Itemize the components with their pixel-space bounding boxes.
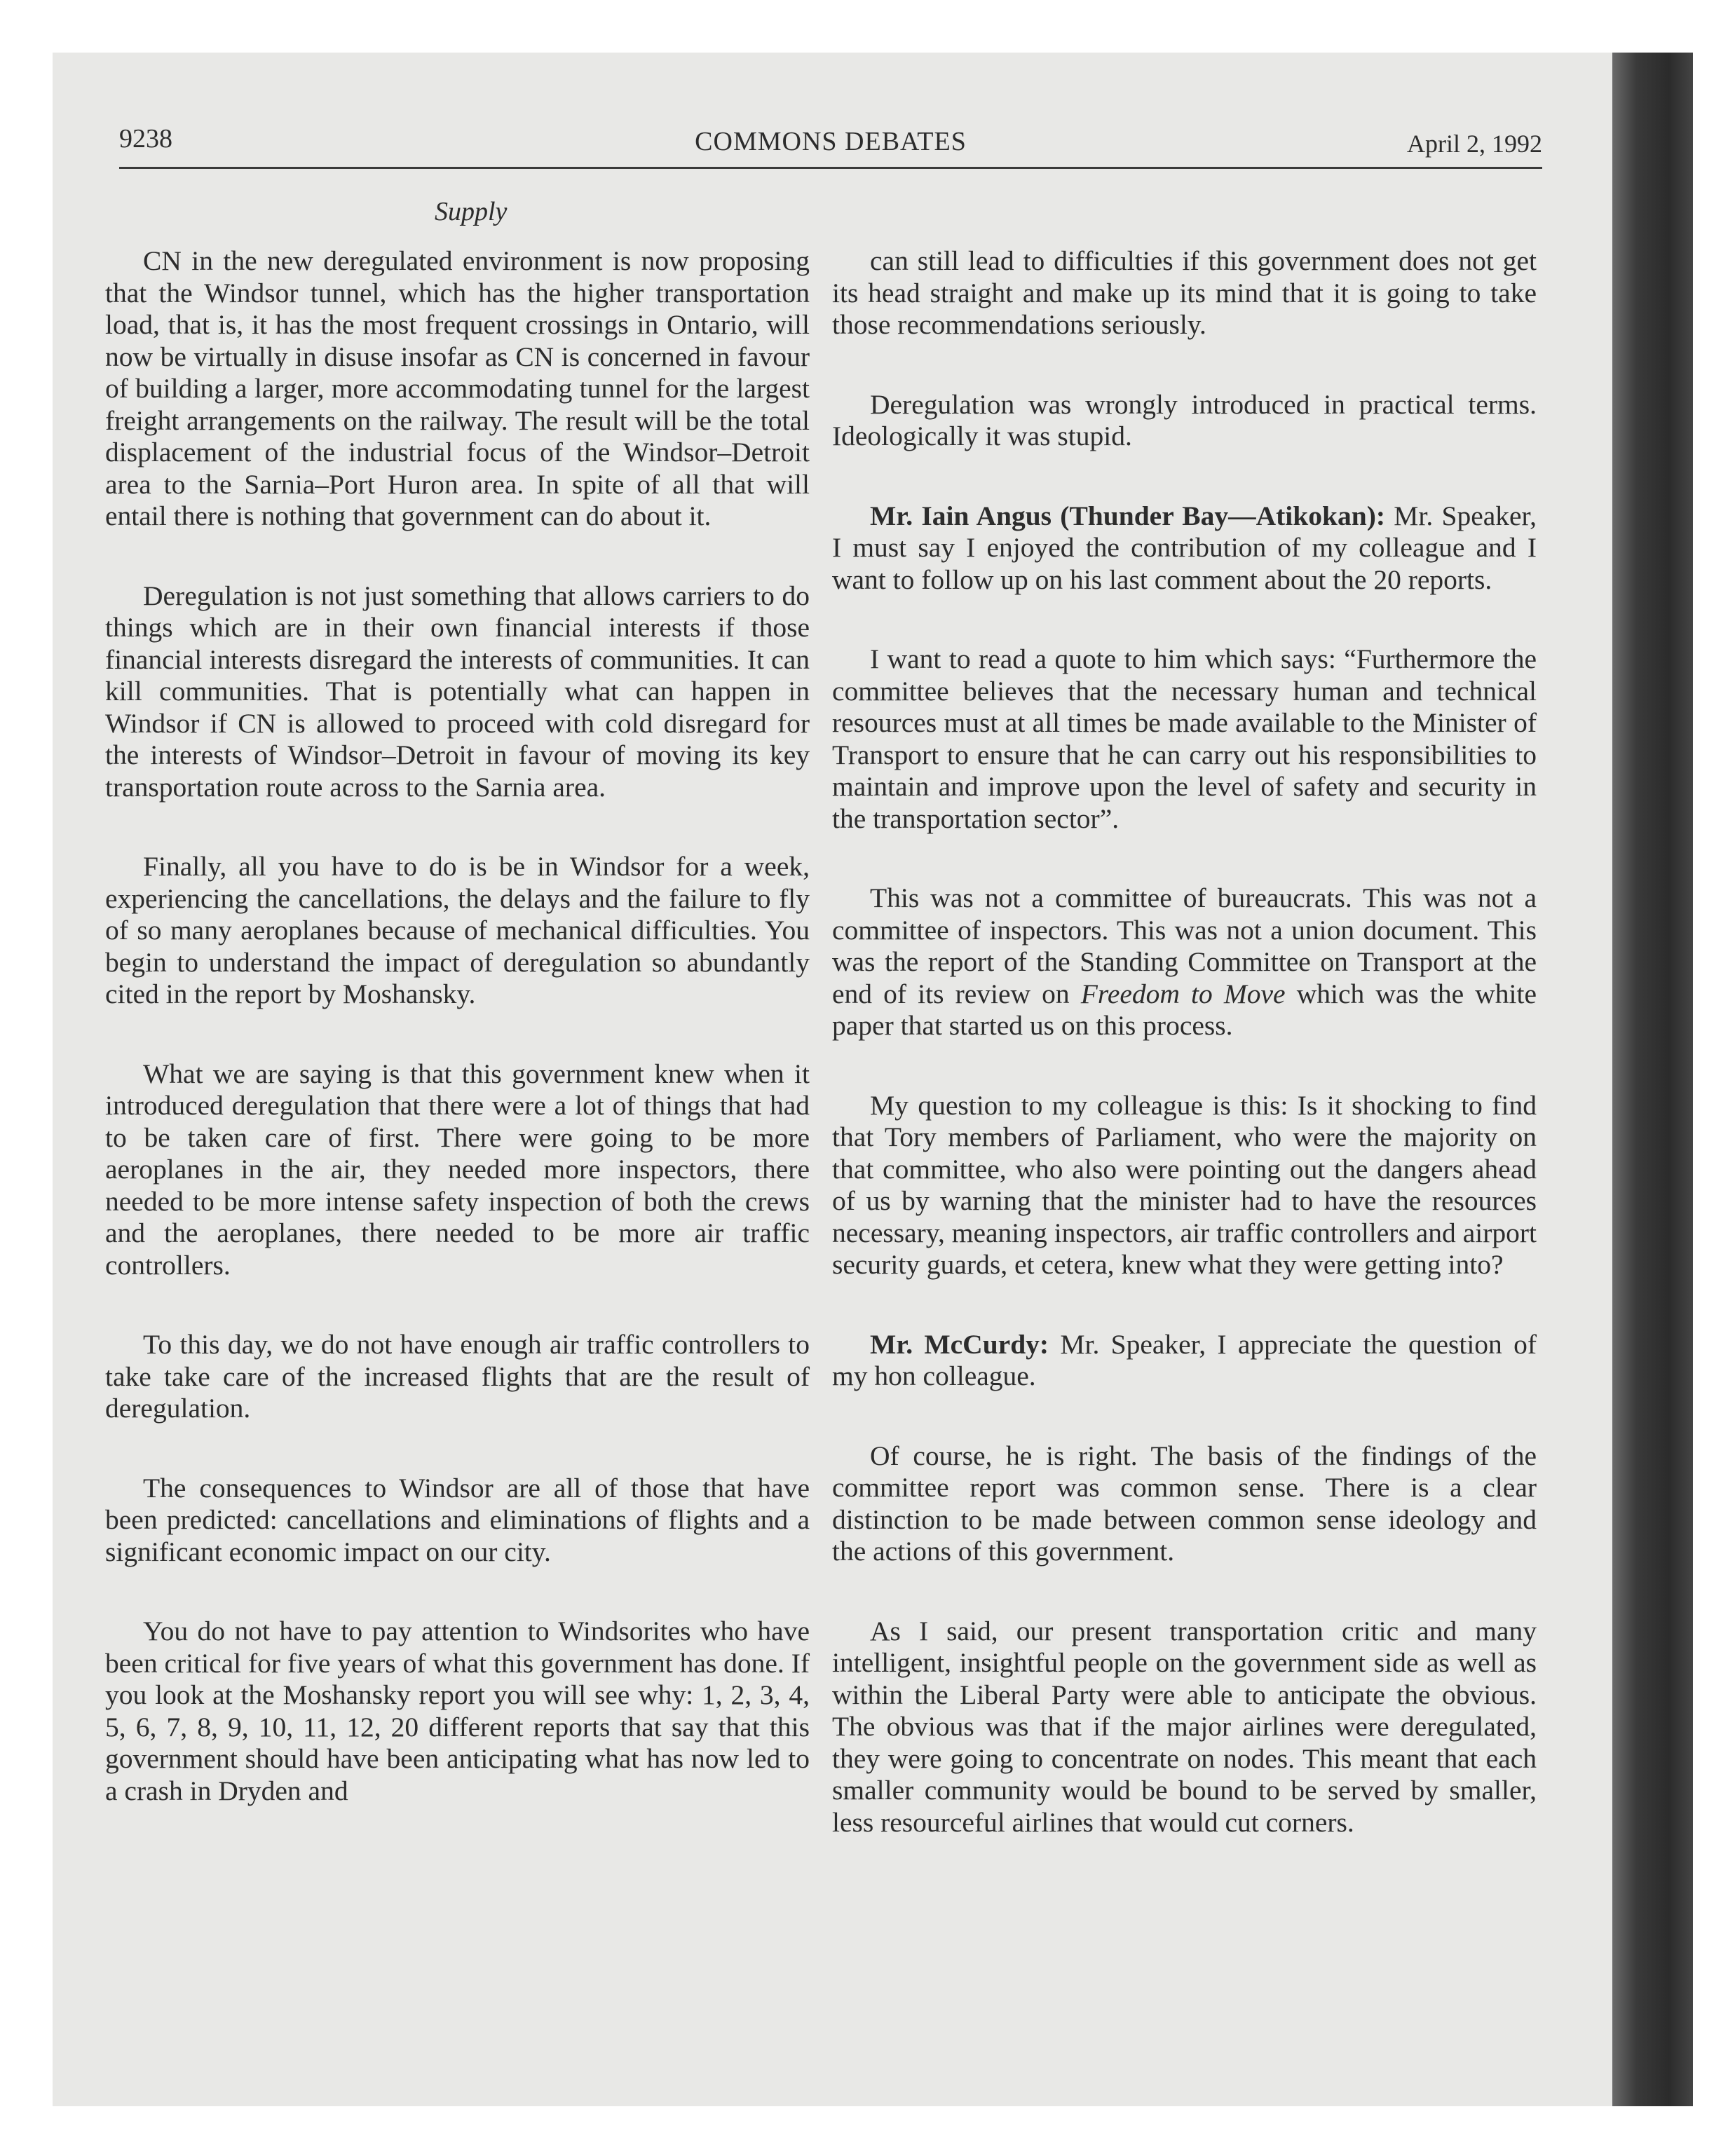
paragraph: Of course, he is right. The basis of the findings of the committee report was common sense. There is a clear distinction to be made between common sense ideology and the actions of this government.	[832, 1440, 1537, 1567]
paragraph: can still lead to difficulties if this government does not get its head straight and make up its mind that it is going to take those recommendations seriously.	[832, 245, 1537, 340]
right-column	[832, 245, 1537, 1886]
speaker-paragraph	[832, 1329, 1537, 1393]
left-column	[105, 245, 810, 1855]
speaker-paragraph	[832, 500, 1537, 596]
speaker-name: Mr. McCurdy:	[870, 1328, 1049, 1360]
speech-text: Mr. Speaker, I appreciate the question of my hon colleague.	[832, 1328, 1537, 1391]
binding-edge	[1612, 53, 1693, 2106]
paragraph: My question to my colleague is this: Is it shocking to find that Tory members of Parliament, who were the majority on that committee, who also were pointing out the dangers ahead of us by warning that the minister had to have the resources necessary, meaning inspectors, air traffic controllers and airport security guards, et cetera, knew what they were getting into?	[832, 1089, 1537, 1280]
paragraph-text: This was not a committee of bureaucrats. This was not a committee of inspectors. This was not a union document. This was the report of the Standing Committee on Transport at the end of its review on	[832, 882, 1537, 1009]
paragraph: Deregulation is not just something that allows carriers to do things which are in their own financial interests if those financial interests disregard the interests of communities. It can kill communities. That is potentially what can happen in Windsor if CN is allowed to proceed with cold disregard for the interests of Windsor–Detroit in favour of moving its key transportation route across to the Sarnia area.	[105, 580, 810, 803]
section-label: Supply	[435, 197, 508, 226]
page-header	[119, 118, 1542, 169]
speech-text: Mr. Speaker, I must say I enjoyed the contribution of my colleague and I want to follow up on his last comment about the 20 reports.	[832, 500, 1537, 595]
paragraph: I want to read a quote to him which says: “Furthermore the committee believes that the necessary human and technical resources must at all times be made available to the Minister of Transport to ensure that he can carry out his responsibilities to maintain and improve upon the level of safety and security in the transportation sector”.	[832, 643, 1537, 834]
paragraph: The consequences to Windsor are all of those that have been predicted: cancellations and eliminations of flights and a significant economic impact on our city.	[105, 1472, 810, 1567]
paragraph: Deregulation was wrongly introduced in practical terms. Ideologically it was stupid.	[832, 388, 1537, 451]
running-title: COMMONS DEBATES	[695, 127, 967, 156]
paragraph	[832, 882, 1537, 1042]
paragraph: To this day, we do not have enough air traffic controllers to take take care of the increased flights that are the result of deregulation.	[105, 1329, 810, 1424]
paragraph-text: which was the white paper that started us on this process.	[832, 978, 1537, 1041]
paragraph: As I said, our present transportation critic and many intelligent, insightful people on the government side as well as within the Liberal Party were able to anticipate the obvious. The obvious was that if the major airlines were deregulated, they were going to concentrate on nodes. This meant that each smaller community would be bound to be served by smaller, less resourceful airlines that would cut corners.	[832, 1615, 1537, 1838]
publication-title: Freedom to Move	[1080, 978, 1286, 1009]
page-number: 9238	[119, 124, 172, 153]
paragraph: What we are saying is that this government knew when it introduced deregulation that there were a lot of things that had to be taken care of first. There were going to be more aeroplanes in the air, they needed more inspectors, there needed to be more intense safety inspection of both the crews and the aeroplanes, there needed to be more air traffic controllers.	[105, 1058, 810, 1281]
paragraph: Finally, all you have to do is be in Windsor for a week, experiencing the cancellations, the delays and the failure to fly of so many aeroplanes because of mechanical difficulties. You begin to understand the impact of deregulation so abundantly cited in the report by Moshansky.	[105, 851, 810, 1009]
paragraph: You do not have to pay attention to Windsorites who have been critical for five years of what this government has done. If you look at the Moshansky report you will see why: 1, 2, 3, 4, 5, 6, 7, 8, 9, 10, 11, 12, 20 different reports that say that this government should have been anticipating what has now led to a crash in Dryden and	[105, 1616, 810, 1806]
speaker-name: Mr. Iain Angus (Thunder Bay—Atikokan):	[870, 500, 1385, 531]
paragraph: CN in the new deregulated environment is now proposing that the Windsor tunnel, which has the higher transportation load, that is, it has the most frequent crossings in Ontario, will now be virtually in disuse insofar as CN is concerned in favour of building a larger, more accommodating tunnel for the largest freight arrangements on the railway. The result will be the total displacement of the industrial focus of the Windsor–Detroit area to the Sarnia–Port Huron area. In spite of all that will entail there is nothing that government can do about it.	[105, 245, 810, 531]
header-date: April 2, 1992	[1407, 130, 1542, 158]
